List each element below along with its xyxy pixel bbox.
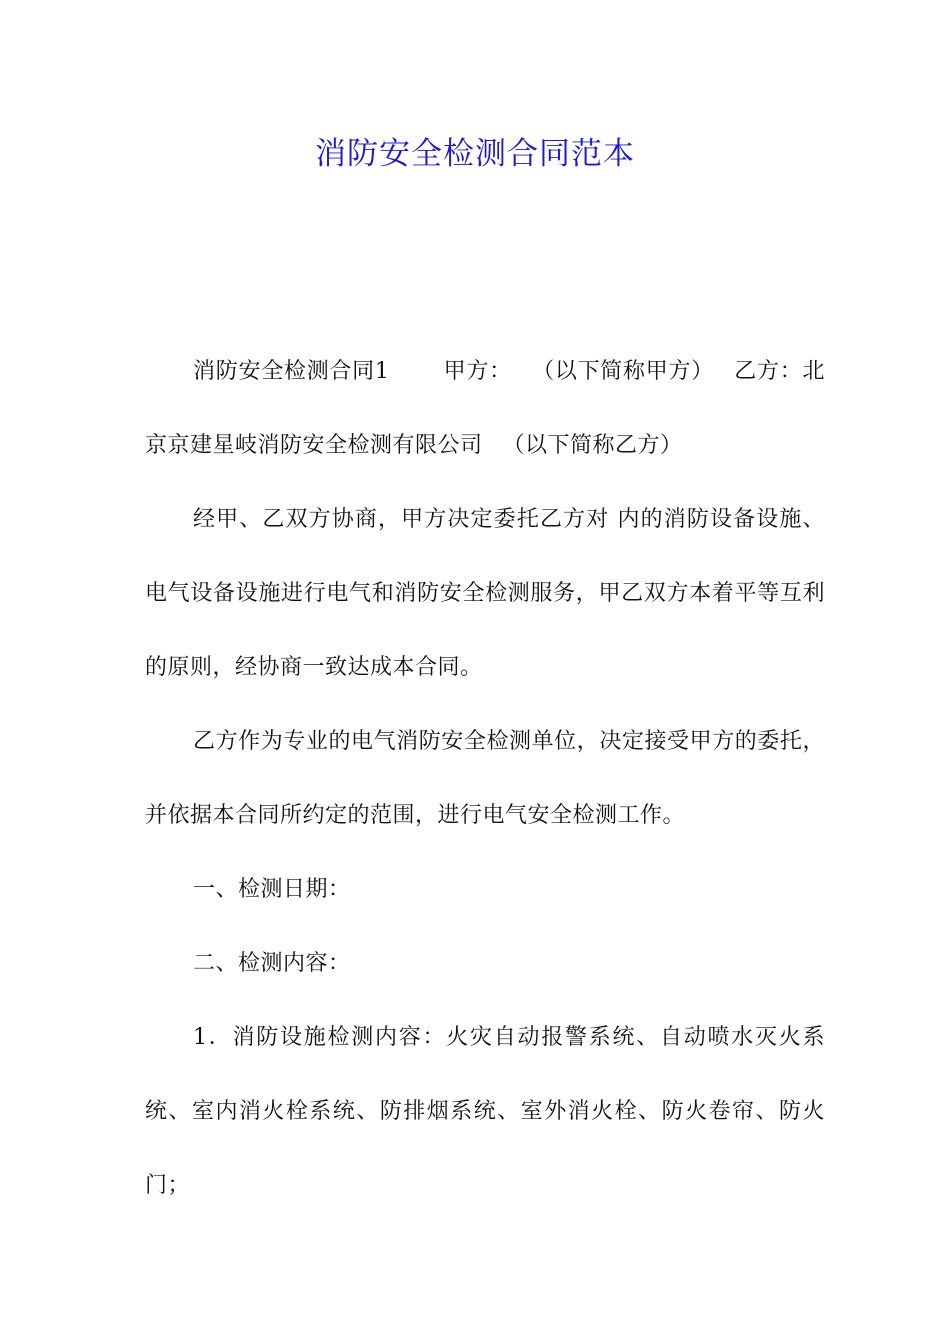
paragraph-parties <box>145 335 825 483</box>
paragraph-acceptance: 乙方作为专业的电气消防安全检测单位，决定接受甲方的委托，并依据本合同所约定的范围，进行电气安全检测工作。 <box>145 729 825 828</box>
party-a-label: 甲方： <box>443 359 512 384</box>
section-inspection-date: 一、检测日期： <box>193 877 351 902</box>
document-title: 消防安全检测合同范本 <box>315 136 635 172</box>
paragraph-agreement: 经甲、乙双方协商，甲方决定委托乙方对 内的消防设备设施、电气设备设施进行电气和消防安全检测服务，甲乙双方本着平等互利的原则，经协商一致达成本合同。 <box>145 507 825 680</box>
document-body <box>145 335 825 1223</box>
party-b-name: 北京京建星岐消防安全检测有限公司 <box>145 359 825 458</box>
section-inspection-content: 二、检测内容： <box>193 951 351 976</box>
contract-heading: 消防安全检测合同1 <box>193 359 390 384</box>
party-a-note: （以下简称甲方） <box>531 359 714 384</box>
party-b-note: （以下简称乙方） <box>502 433 683 458</box>
party-b-label: 乙方： <box>734 359 803 384</box>
item-fire-facilities: 1．消防设施检测内容：火灾自动报警系统、自动喷水灭火系统、室内消火栓系统、防排烟系统、室外消火栓、防火卷帘、防火门； <box>145 1025 825 1198</box>
